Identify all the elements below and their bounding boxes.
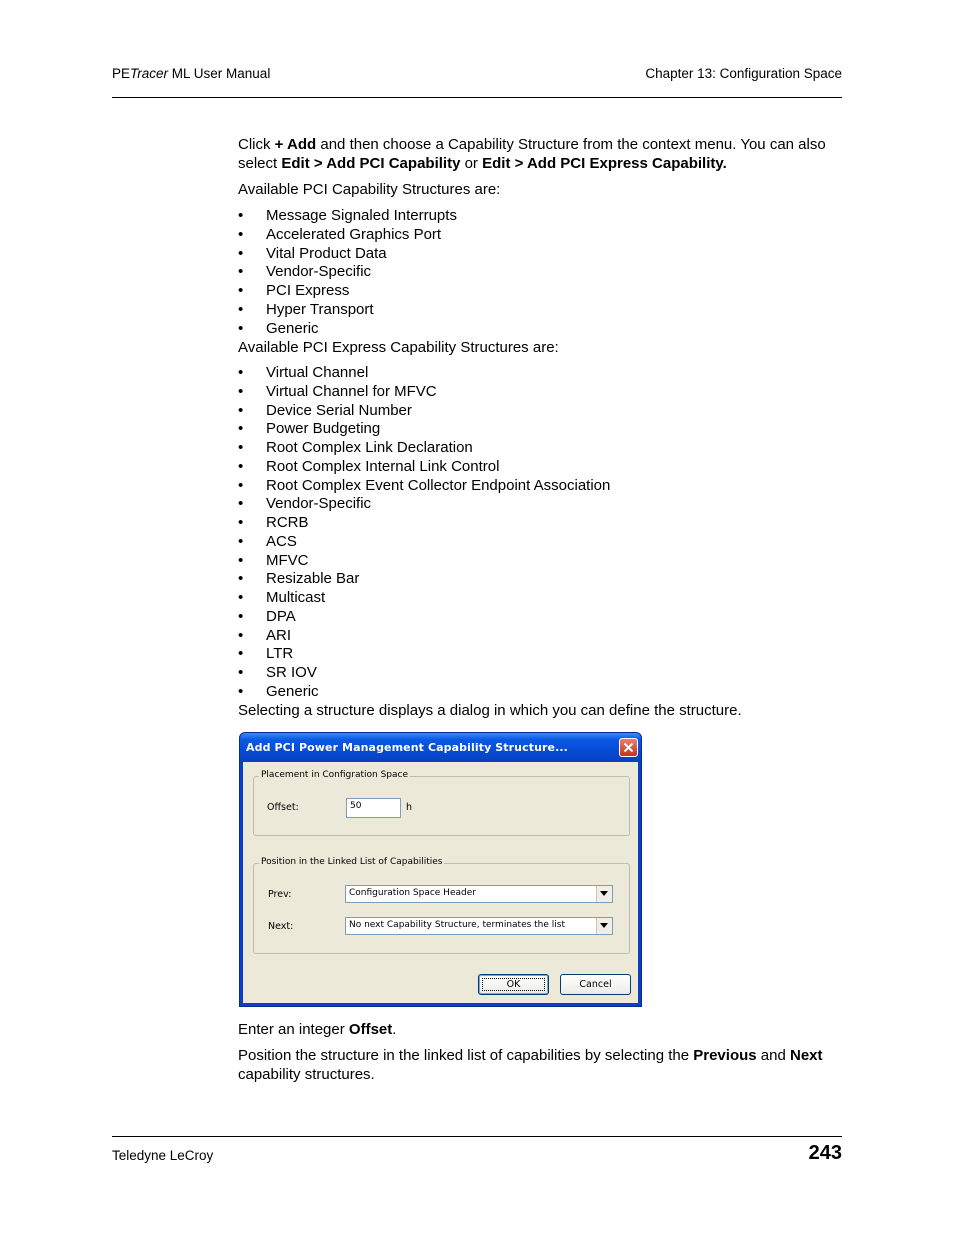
- next-label: Next:: [268, 921, 294, 932]
- list-item: [238, 420, 610, 439]
- focus-rect: [482, 978, 545, 991]
- list-item-text: Accelerated Graphics Port: [266, 225, 442, 243]
- header-rule: [112, 97, 842, 98]
- bullet: •: [238, 570, 244, 588]
- list-item-text: Vital Product Data: [266, 244, 387, 262]
- close-button[interactable]: [619, 738, 638, 757]
- company-name: Teledyne LeCroy: [112, 1148, 214, 1163]
- list-item-text: DPA: [266, 607, 296, 625]
- placement-group: [253, 770, 630, 836]
- list-item-text: Generic: [266, 682, 319, 700]
- list-item: [238, 664, 610, 683]
- list-item: [238, 627, 610, 646]
- cancel-button[interactable]: Cancel: [560, 974, 631, 995]
- list-item: [238, 495, 610, 514]
- chapter-title: Chapter 13: Configuration Space: [645, 66, 842, 81]
- next-select[interactable]: [345, 917, 613, 935]
- bullet: •: [238, 382, 244, 400]
- list-item-text: RCRB: [266, 514, 309, 531]
- list-item: [238, 570, 610, 589]
- bullet: •: [238, 244, 244, 262]
- bullet: •: [238, 495, 244, 513]
- list-item: [238, 383, 610, 402]
- list-item-text: Vendor-Specific: [266, 495, 372, 513]
- bullet: •: [238, 319, 244, 337]
- bullet: •: [238, 225, 244, 243]
- list-item-text: ACS: [266, 532, 297, 550]
- list-item: [238, 245, 457, 264]
- list-item: [238, 514, 610, 533]
- ok-button[interactable]: OK: [478, 974, 549, 995]
- bullet: •: [238, 532, 244, 550]
- bullet: •: [238, 401, 244, 419]
- list-item-text: Resizable Bar: [266, 570, 360, 588]
- list-item-text: Message Signaled Interrupts: [266, 207, 457, 224]
- list-item: [238, 207, 457, 226]
- dialog-title: Add PCI Power Management Capability Structure...: [246, 741, 568, 754]
- position-paragraph: Position the structure in the linked list of capabilities by selecting the Previous and Next capability structures.: [238, 1047, 823, 1083]
- list-item: [238, 226, 457, 245]
- bullet: •: [238, 282, 244, 299]
- list-item-text: PCI Express: [266, 282, 350, 299]
- list-item: [238, 589, 610, 608]
- list-item: [238, 282, 457, 301]
- bullet: •: [238, 645, 244, 663]
- list-item-text: Device Serial Number: [266, 401, 412, 419]
- list-item: [238, 683, 610, 702]
- bullet: •: [238, 626, 244, 644]
- list-item: [238, 320, 457, 339]
- chevron-down-icon: [600, 891, 608, 896]
- add-capability-dialog: [239, 732, 642, 1007]
- bullet: •: [238, 607, 244, 625]
- prev-select-value: Configuration Space Header: [349, 888, 476, 898]
- list-item: [238, 301, 457, 320]
- list-item-text: MFVC: [266, 551, 309, 569]
- list-item: [238, 608, 610, 627]
- list-item-text: Root Complex Internal Link Control: [266, 457, 500, 475]
- selecting-paragraph: Selecting a structure displays a dialog in which you can define the structure.: [238, 702, 742, 719]
- bullet: •: [238, 439, 244, 456]
- pcie-heading: Available PCI Express Capability Structures are:: [238, 339, 559, 356]
- list-item-text: LTR: [266, 645, 294, 663]
- list-item-text: Power Budgeting: [266, 420, 381, 438]
- list-item: [238, 439, 610, 458]
- list-item-text: SR IOV: [266, 664, 317, 681]
- next-select-value: No next Capability Structure, terminates the list: [349, 920, 566, 930]
- bullet: •: [238, 457, 244, 475]
- bullet: •: [238, 420, 244, 438]
- bullet: •: [238, 551, 244, 569]
- pci-heading: Available PCI Capability Structures are:: [238, 181, 501, 198]
- enter-offset-paragraph: Enter an integer Offset.: [238, 1021, 397, 1038]
- close-icon: [623, 742, 634, 753]
- list-item: [238, 552, 610, 571]
- list-item-text: Generic: [266, 319, 319, 337]
- list-item: [238, 402, 610, 421]
- bullet: •: [238, 589, 244, 606]
- chevron-down-icon: [600, 923, 608, 928]
- next-dropdown-button[interactable]: [596, 918, 612, 934]
- list-item: [238, 458, 610, 477]
- prev-label: Prev:: [268, 889, 292, 900]
- list-item: [238, 477, 610, 496]
- offset-label: Offset:: [267, 802, 299, 813]
- bullet: •: [238, 364, 244, 381]
- bullet: •: [238, 664, 244, 681]
- offset-unit: h: [406, 802, 413, 813]
- linked-list-group: [253, 857, 630, 954]
- placement-group-label: Placement in Configration Space: [261, 770, 409, 780]
- list-item-text: Vendor-Specific: [266, 263, 372, 281]
- bullet: •: [238, 207, 244, 224]
- list-item-text: Root Complex Link Declaration: [266, 439, 473, 456]
- intro-paragraph: Click + Add and then choose a Capability Structure from the context menu. You can also select Edit > Add PCI Capability or Edit > Add PCI Express Capability.: [238, 136, 826, 172]
- bullet: •: [238, 514, 244, 531]
- manual-title: PETracer ML User Manual: [112, 66, 271, 81]
- list-item: [238, 263, 457, 282]
- dialog-client: [243, 762, 638, 1003]
- list-item-text: Virtual Channel for MFVC: [266, 382, 437, 400]
- linked-list-group-label: Position in the Linked List of Capabilities: [261, 857, 443, 867]
- bullet: •: [238, 476, 244, 494]
- pcie-capability-list: [238, 364, 610, 702]
- list-item: [238, 533, 610, 552]
- prev-select[interactable]: [345, 885, 613, 903]
- footer-rule: [112, 1136, 842, 1137]
- list-item-text: Hyper Transport: [266, 300, 374, 318]
- bullet: •: [238, 682, 244, 700]
- bullet: •: [238, 300, 244, 318]
- list-item-text: Root Complex Event Collector Endpoint Association: [266, 476, 611, 494]
- list-item: [238, 645, 610, 664]
- prev-dropdown-button[interactable]: [596, 886, 612, 902]
- offset-input[interactable]: 50: [346, 798, 401, 818]
- list-item-text: Multicast: [266, 589, 326, 606]
- list-item-text: Virtual Channel: [266, 364, 369, 381]
- pci-capability-list: [238, 207, 457, 338]
- bullet: •: [238, 263, 244, 281]
- list-item-text: ARI: [266, 626, 292, 644]
- list-item: [238, 364, 610, 383]
- page-number: 243: [808, 1142, 842, 1164]
- dialog-titlebar: [240, 733, 641, 762]
